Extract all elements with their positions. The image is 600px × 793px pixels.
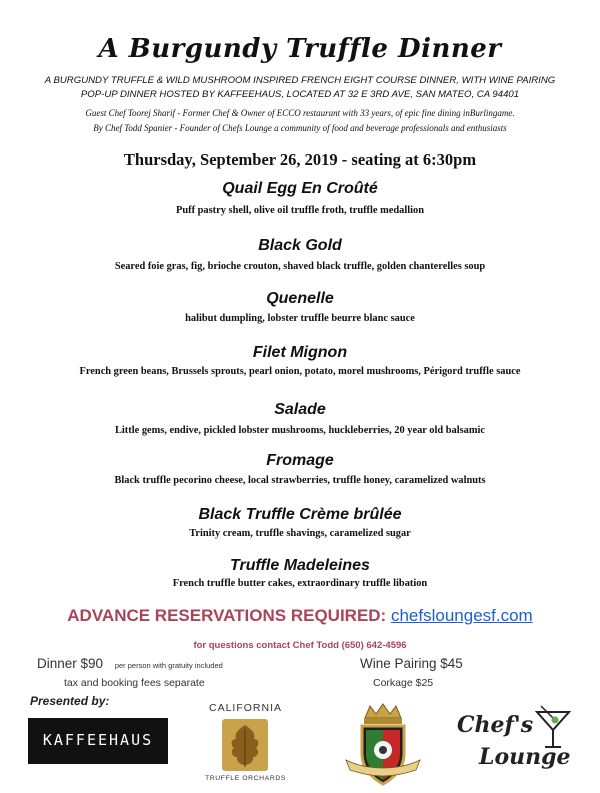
header-line-3: Guest Chef Toorej Sharif - Former Chef & Owner of ECCO restaurant with 33 years, of epic fine dining inBurlingame. (85, 108, 515, 118)
header-line-4: By Chef Todd Spanier - Founder of Chefs Lounge a community of food and beverage professionals and enthusiasts (93, 123, 507, 133)
oak-leaf-tile (222, 719, 268, 771)
course-name: Salade (274, 401, 326, 418)
course-name: Fromage (266, 452, 334, 469)
course-description: halibut dumpling, lobster truffle beurre blanc sauce (185, 313, 415, 324)
presented-by-label: Presented by: (30, 694, 110, 708)
contact-info: for questions contact Chef Todd (650) 642-4596 (193, 640, 407, 651)
page-title: A Burgundy Truffle Dinner (98, 34, 502, 64)
course-description: Trinity cream, truffle shavings, caramelized sugar (189, 528, 411, 539)
dinner-price-label: Dinner $90 (37, 656, 104, 671)
fees-note: tax and booking fees separate (64, 677, 205, 689)
course-name: Quail Egg En Croûté (222, 180, 378, 197)
course-name: Quenelle (266, 290, 334, 307)
course-name: Filet Mignon (252, 344, 348, 361)
course-description: French green beans, Brussels sprouts, pearl onion, potato, morel mushrooms, Périgord truffle sauce (79, 366, 521, 377)
oak-leaf-icon (222, 719, 268, 771)
corkage-price: Corkage $25 (373, 677, 434, 689)
martini-glass-icon (533, 704, 573, 752)
chefs-lounge-text-line-2: Lounge (479, 744, 571, 770)
chefs-lounge-text-line-1: Chef's (457, 712, 534, 738)
crest-emblem-icon (340, 700, 426, 788)
course-name: Black Truffle Crème brûlée (198, 506, 402, 523)
dinner-price-note: per person with gratuity included (114, 661, 223, 670)
reservations-line (0, 606, 600, 626)
event-date: Thursday, September 26, 2019 - seating at 6:30pm (123, 150, 477, 169)
course-description: Puff pastry shell, olive oil truffle froth, truffle medallion (176, 205, 424, 216)
california-logo-bottom-text: TRUFFLE ORCHARDS (205, 775, 286, 782)
reservations-link[interactable]: chefsloungesf.com (390, 606, 533, 625)
california-logo-top-text: CALIFORNIA (208, 702, 282, 714)
header-line-2: POP-UP DINNER HOSTED BY KAFFEEHAUS, LOCATED AT 32 E 3RD AVE, SAN MATEO, CA 94401 (80, 89, 520, 100)
kaffeehaus-logo-text: KAFFEEHAUS (42, 731, 154, 749)
course-description: French truffle butter cakes, extraordinary truffle libation (172, 578, 428, 589)
course-description: Little gems, endive, pickled lobster mushrooms, huckleberries, 20 year old balsamic (114, 425, 485, 436)
course-name: Black Gold (258, 237, 342, 254)
dinner-price (37, 656, 223, 671)
course-description: Seared foie gras, fig, brioche crouton, shaved black truffle, golden chanterelles soup (114, 261, 486, 272)
california-truffle-orchards-logo (203, 702, 288, 790)
kaffeehaus-logo (28, 718, 168, 764)
reservations-required-text: ADVANCE RESERVATIONS REQUIRED: (67, 606, 387, 625)
course-name: Truffle Madeleines (230, 557, 370, 574)
header-line-1: A BURGUNDY TRUFFLE & WILD MUSHROOM INSPIRED FRENCH EIGHT COURSE DINNER, WITH WINE PAIRING (44, 75, 556, 86)
course-description: Black truffle pecorino cheese, local strawberries, truffle honey, caramelized walnuts (114, 475, 486, 486)
crest-logo (340, 700, 426, 788)
wine-pairing-price: Wine Pairing $45 (360, 656, 463, 671)
chefs-lounge-logo (455, 702, 575, 786)
